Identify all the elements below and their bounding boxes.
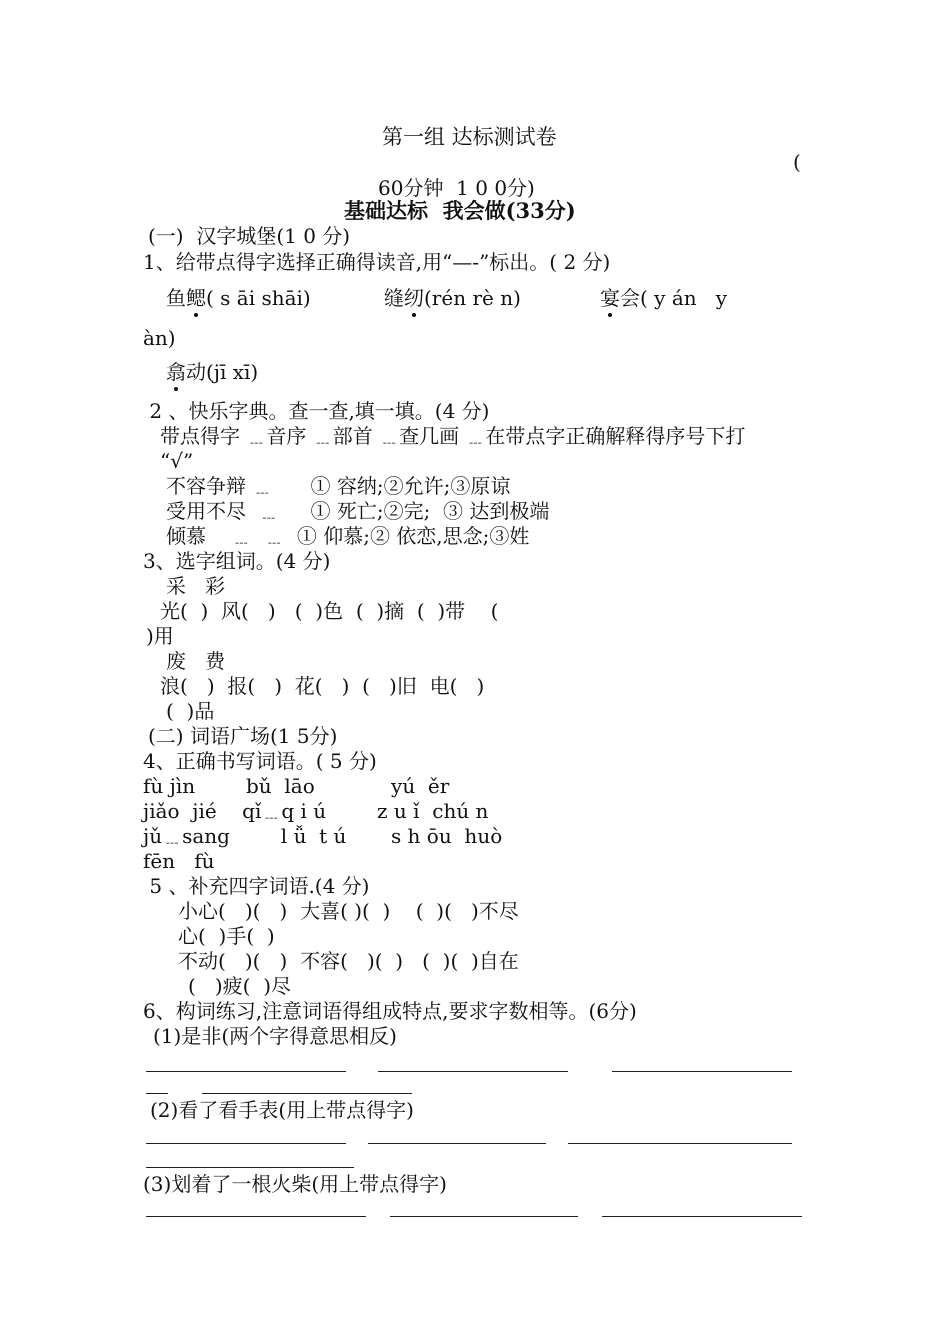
answer-line[interactable] [602, 1216, 802, 1217]
answer-line[interactable] [146, 1143, 346, 1144]
page-title: 第一组 达标测试卷 [382, 125, 557, 149]
q4-prompt: 4、正确书写词语。( 5 分) [143, 749, 377, 773]
paren-open: ( [793, 150, 801, 174]
q6-sub-2: (2)看了看手表(用上带点得字) [150, 1098, 414, 1122]
section-title: 基础达标 我会做(33分) [344, 198, 576, 223]
q5-prompt: 5 、补充四字词语.(4 分) [143, 874, 370, 898]
q5-row-3: 不动( )( ) 不容( )( ) ( )( )自在 [178, 949, 519, 973]
q2-instruction: 带点得字 ﹍音序 ﹍部首 ﹍查几画 ﹍在带点字正确解释得序号下打 [160, 424, 746, 448]
q3-prompt: 3、选字组词。(4 分) [143, 549, 331, 573]
q6-sub-1: (1)是非(两个字得意思相反) [153, 1024, 397, 1048]
dotted-char: 翕 [166, 360, 186, 384]
q3-group-2: 废 费 [166, 649, 226, 673]
q1-word-2: 缝纫(rén rè n) [384, 286, 521, 310]
q4-row-4: fēn fù [143, 849, 215, 873]
q3-row-2-cont: ( )品 [166, 699, 215, 723]
q3-row-1: 光( ) 风( ) ( )色 ( )摘 ( )带 ( [160, 599, 499, 623]
q6-prompt: 6、构词练习,注意词语得组成特点,要求字数相等。(6分) [143, 999, 637, 1023]
q1-word-4: 翕动(jī xī) [166, 360, 259, 384]
answer-line[interactable] [146, 1071, 346, 1072]
answer-line[interactable] [146, 1167, 354, 1168]
q5-row-4: ( )疲( )尽 [188, 974, 291, 998]
q2-instruction-cont: “√” [160, 449, 194, 473]
q1-word-3-cont: àn) [143, 326, 176, 350]
q2-row-3: 倾慕 ﹍ ﹍ ① 仰慕;② 依恋,思念;③姓 [166, 524, 530, 548]
answer-line[interactable] [612, 1071, 792, 1072]
part2-heading: (二) 词语广场(1 5分) [148, 724, 338, 748]
answer-line[interactable] [368, 1143, 546, 1144]
q1-word-1: 鱼鳃( s āi shāi) [166, 286, 311, 310]
q3-group-1: 采 彩 [166, 574, 226, 598]
time-score: 60分钟 1 0 0分) [378, 176, 535, 200]
q2-row-1: 不容争辩 ﹍ ① 容纳;②允许;③原谅 [166, 474, 511, 498]
part1-heading: (一) 汉字城堡(1 0 分) [148, 224, 351, 248]
dotted-char: 宴 [600, 286, 620, 310]
q4-row-2: jiǎo jié qǐ﹍q i ú z u ǐ chú n [143, 799, 489, 823]
dotted-char: 纫 [404, 286, 424, 310]
q5-row-1: 小心( )( ) 大喜( )( ) ( )( )不尽 [178, 899, 519, 923]
q2-row-2: 受用不尽 ﹍ ① 死亡;②完; ③ 达到极端 [166, 499, 550, 523]
q1-word-3: 宴会( y án y [600, 286, 727, 310]
q3-row-1-cont: )用 [146, 624, 174, 648]
answer-line[interactable] [146, 1216, 366, 1217]
dotted-char: 鳃 [186, 286, 206, 310]
q5-row-2: 心( )手( ) [178, 924, 275, 948]
q1-prompt: 1、给带点得字选择正确得读音,用“—-”标出。( 2 分) [143, 250, 611, 274]
answer-line[interactable] [146, 1093, 168, 1094]
q4-row-3: jǔ﹍sang l ǚ t ú s h ōu huò [143, 824, 503, 848]
answer-line[interactable] [568, 1143, 792, 1144]
q4-row-1: fù jìn bǔ lāo yú ěr [143, 774, 450, 798]
answer-line[interactable] [390, 1216, 578, 1217]
q6-sub-3: (3)划着了一根火柴(用上带点得字) [143, 1172, 447, 1196]
q2-prompt: 2 、快乐字典。查一查,填一填。(4 分) [143, 399, 490, 423]
q3-row-2: 浪( ) 报( ) 花( ) ( )旧 电( ) [160, 674, 485, 698]
answer-line[interactable] [378, 1071, 568, 1072]
answer-line[interactable] [202, 1093, 412, 1094]
